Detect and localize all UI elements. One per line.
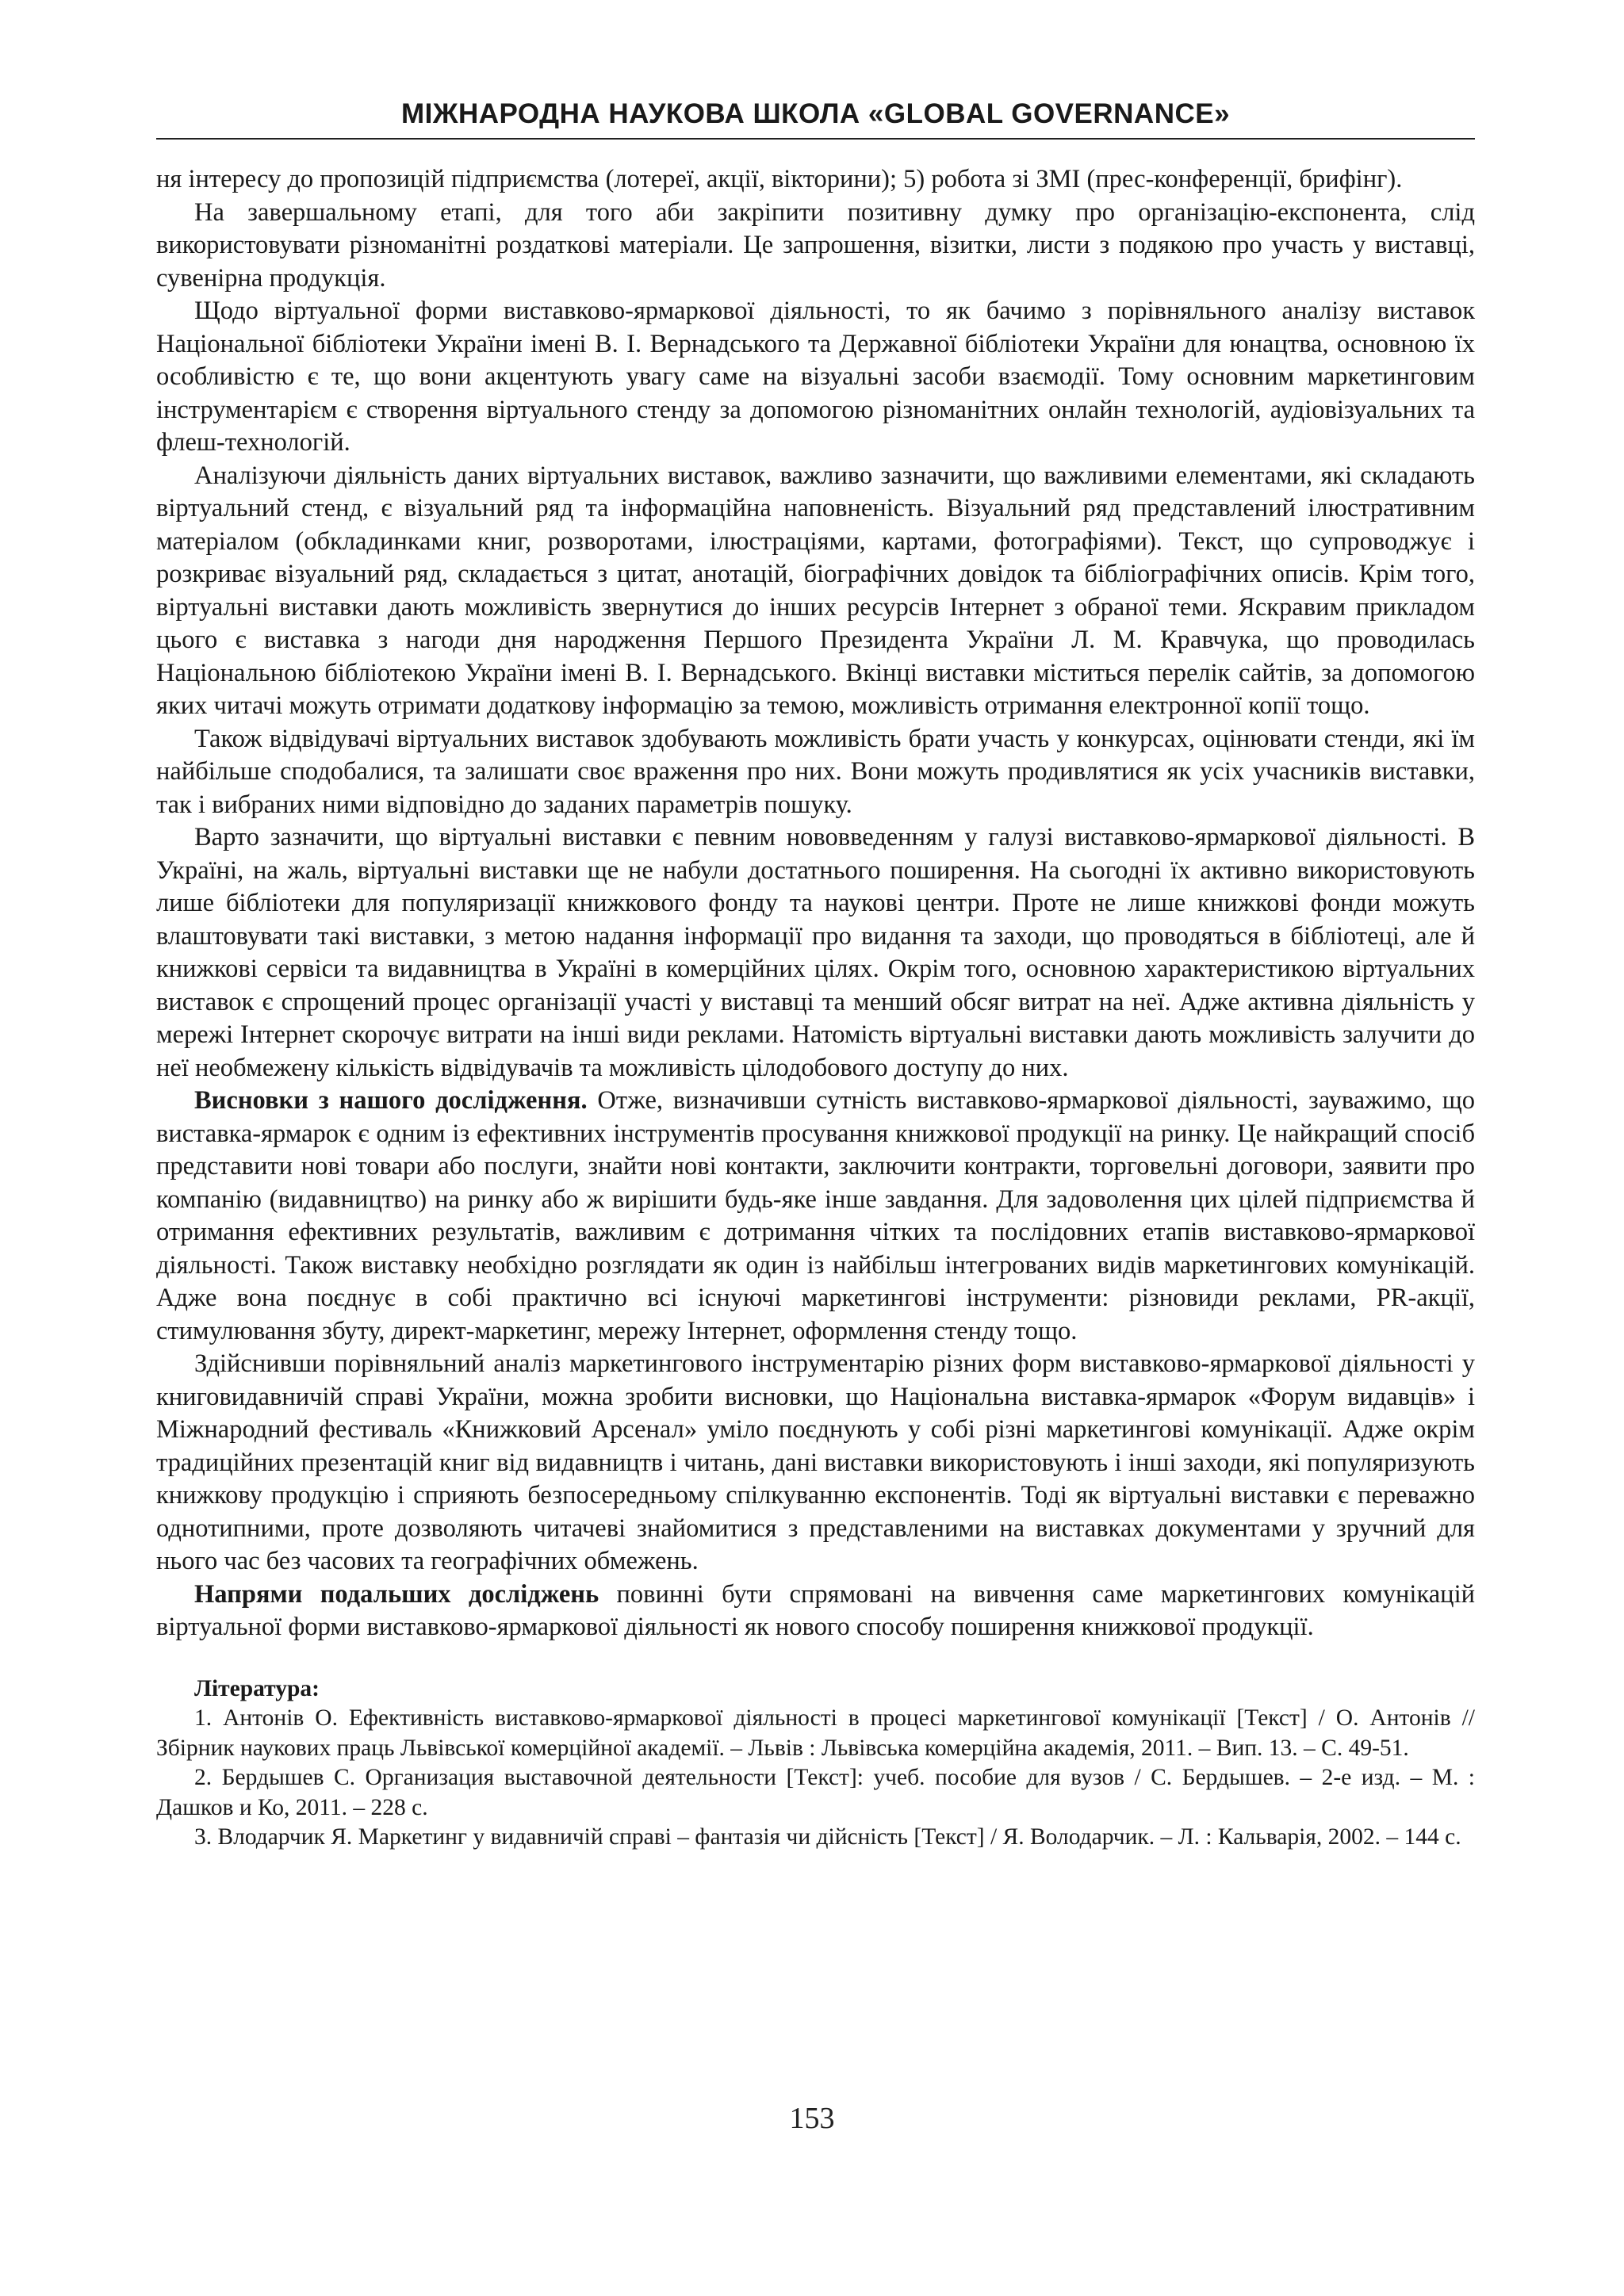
paragraph <box>156 163 1475 197</box>
references-title: Література: <box>194 1675 320 1701</box>
paragraph-text: Отже, визначивши сутність виставково-ярмаркової діяльності, зауважимо, що виставка-ярмарок є одним із ефективних інструментів просування книжкової продукції на ринку. Це найкращий спосіб представити нові товари або послуги, знайти нові контакти, заключити контракти, торговельні договори, заявити про компанію (видавництво) на ринку або ж вирішити будь-яке інше завдання. Для задоволення цих цілей підприємства й отримання ефективних результатів, важливим є дотримання чітких та послідовних етапів виставково-ярмаркової діяльності. Також виставку необхідно розглядати як один із найбільш інтегрованих видів маркетингових комунікацій. Адже вона поєднує в собі практично всі існуючі маркетингові інструменти: різновиди реклами, PR-акції, стимулювання збуту, директ-маркетинг, мережу Інтернет, оформлення стенду тощо. <box>156 1086 1475 1345</box>
reference-item: 1. Антонів О. Ефективність виставково-ярмаркової діяльності в процесі маркетингової комунікації [Текст] / О. Антонів // Збірник наукових праць Львівської комерційної академії. – Львів : Львівська комерційна академія, 2011. – Вип. 13. – С. 49-51. <box>156 1705 1475 1761</box>
paragraph-text: Аналізуючи діяльність даних віртуальних виставок, важливо зазначити, що важливими елементами, які складають віртуальний стенд, є візуальний ряд та інформаційна наповненість. Візуальний ряд представлений ілюстративним матеріалом (обкладинками книг, розворотами, ілюстраціями, картами, фотографіями). Текст, що супроводжує і розкриває візуальний ряд, складається з цитат, анотацій, біографічних довідок та бібліографічних описів. Крім того, віртуальні виставки дають можливість звернутися до інших ресурсів Інтернет з обраної теми. Яскравим прикладом цього є виставка з нагоди дня народження Першого Президента України Л. М. Кравчука, що проводилась Національною бібліотекою України імені В. І. Вернадського. Вкінці виставки міститься перелік сайтів, за допомогою яких читачі можуть отримати додаткову інформацію за темою, можливість отримання електронної копії тощо. <box>156 461 1475 720</box>
paragraph <box>156 295 1475 460</box>
paragraph-text: повинні бути спрямовані на вивчення саме маркетингових комунікацій віртуальної форми виставково-ярмаркової діяльності як нового способу поширення книжкової продукції. <box>156 1579 1475 1641</box>
paragraph-conclusions <box>156 1085 1475 1348</box>
paragraph-text: ня інтересу до пропозицій підприємства (лотереї, акції, вікторини); 5) робота зі ЗМІ (прес-конференції, брифінг). <box>156 165 1403 193</box>
paragraph <box>156 821 1475 1085</box>
running-header: МІЖНАРОДНА НАУКОВА ШКОЛА «GLOBAL GOVERNANCE» <box>156 94 1475 140</box>
paragraph-text: Здійснивши порівняльний аналіз маркетингового інструментарію різних форм виставково-ярмаркової діяльності у книговидавничій справі України, можна зробити висновки, що Національна виставка-ярмарок «Форум видавців» і Міжнародний фестиваль «Книжковий Арсенал» уміло поєднують у собі різні маркетингові комунікації. Адже окрім традиційних презентацій книг від видавництв і читань, дані виставки використовують і інші заходи, які популяризують книжкову продукцію і сприяють безпосередньому спілкуванню експонентів. Тоді як віртуальні виставки є переважно однотипними, проте дозволяють читачеві знайомитися з представленими на виставках документами у зручний для нього час без часових та географічних обмежень. <box>156 1349 1475 1575</box>
paragraph <box>156 723 1475 822</box>
paragraph-text: Також відвідувачі віртуальних виставок здобувають можливість брати участь у конкурсах, оцінювати стенди, які їм найбільше сподобалися, та залишати своє враження про них. Вони можуть продивлятися як усіх учасників виставки, так і вибраних ними відповідно до заданих параметрів пошуку. <box>156 724 1475 819</box>
article-body <box>156 163 1475 1644</box>
paragraph-lead: Напрями подальших досліджень <box>194 1579 599 1609</box>
paragraph-future-research <box>156 1578 1475 1644</box>
references <box>156 1674 1475 1853</box>
paragraph-text: Щодо віртуальної форми виставково-ярмаркової діяльності, то як бачимо з порівняльного аналізу виставок Національної бібліотеки України імені В. І. Вернадського та Державної бібліотеки України для юнацтва, основною їх особливістю є те, що вони акцентують увагу саме на візуальні засоби взаємодії. Тому основним маркетинговим інструментарієм є створення віртуального стенду за допомогою різноманітних онлайн технологій, аудіовізуальних та флеш-технологій. <box>156 297 1475 457</box>
paragraph-text: Варто зазначити, що віртуальні виставки є певним нововведенням у галузі виставково-ярмаркової діяльності. В Україні, на жаль, віртуальні виставки ще не набули достатнього поширення. На сьогодні їх активно використовують лише бібліотеки для популяризації книжкового фонду та наукові центри. Проте не лише книжкові фонди можуть влаштовувати такі виставки, з метою надання інформації про видання та заходи, що проводяться в бібліотеці, але й книжкові сервіси та видавництва в Україні в комерційних цілях. Окрім того, основною характеристикою віртуальних виставок є спрощений процес організації участі у виставці та менший обсяг витрат на неї. Адже активна діяльність у мережі Інтернет скорочує витрати на інші види реклами. Натомість віртуальні виставки дають можливість залучити до неї необмежену кількість відвідувачів та можливість цілодобового доступу до них. <box>156 823 1475 1082</box>
paragraph <box>156 197 1475 296</box>
page-number: 153 <box>789 2102 835 2135</box>
paragraph-text: На завершальному етапі, для того аби закріпити позитивну думку про організацію-експонента, слід використовувати різноманітні роздаткові матеріали. Це запрошення, візитки, листи з подякою про участь у виставці, сувенірна продукція. <box>156 197 1475 293</box>
reference-item: 3. Влодарчик Я. Маркетинг у видавничій справі – фантазія чи дійсність [Текст] / Я. Володарчик. – Л. : Кальварія, 2002. – 144 с. <box>194 1824 1461 1850</box>
paragraph <box>156 1348 1475 1578</box>
paragraph-lead: Висновки з нашого дослідження. <box>194 1086 588 1115</box>
paragraph <box>156 460 1475 723</box>
reference-item: 2. Бердышев С. Организация выставочной деятельности [Текст]: учеб. пособие для вузов / С. Бердышев. – 2-е изд. – М. : Дашков и Ко, 2011. – 228 с. <box>156 1765 1475 1820</box>
page <box>156 94 1475 1853</box>
